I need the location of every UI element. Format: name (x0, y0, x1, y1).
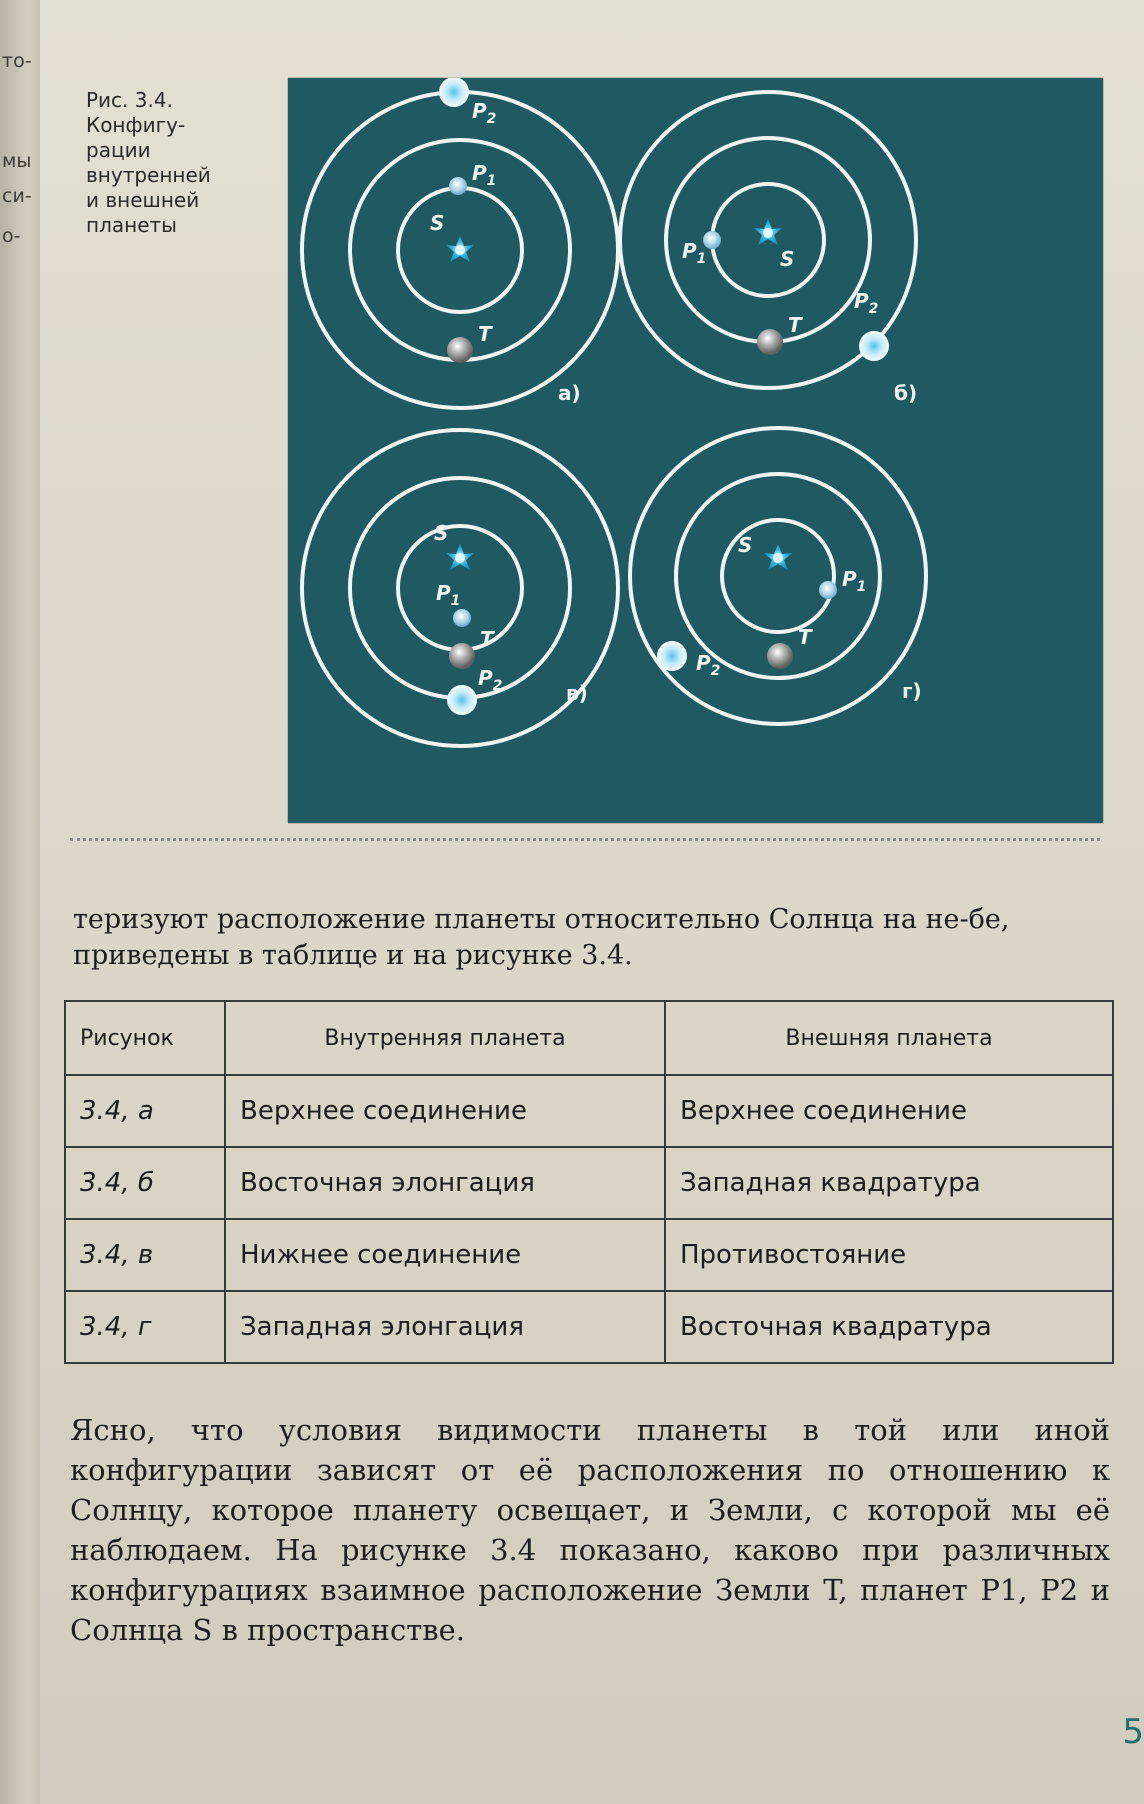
margin-fragment: мы (2, 150, 32, 172)
figure-cell: 3.4, в (65, 1219, 225, 1291)
inner-planet-icon (819, 581, 837, 599)
outer-planet-label: $P_2$ (854, 289, 879, 317)
outer-cell: Восточная квадратура (665, 1291, 1113, 1363)
panel-a (302, 78, 618, 408)
sun-icon (446, 236, 474, 262)
panel-b (620, 92, 917, 405)
column-header-outer: Внешняя планета (665, 1001, 1113, 1075)
earth-label: T (798, 625, 812, 649)
outer-cell: Противостояние (665, 1219, 1113, 1291)
sun-label: S (738, 533, 753, 557)
inner-cell: Западная элонгация (225, 1291, 665, 1363)
inner-orbit (712, 184, 824, 296)
table-header-row (65, 1001, 1113, 1075)
sun-label: S (434, 521, 449, 545)
outer-planet-icon (439, 78, 469, 107)
sun-label: S (780, 247, 795, 271)
inner-planet-icon (449, 177, 467, 195)
previous-page-edge (0, 0, 40, 1804)
table-row (65, 1219, 1113, 1291)
panel-a-label: а) (558, 381, 581, 405)
earth-label: T (788, 313, 802, 337)
panel-c-label: в) (566, 681, 588, 705)
figure-cell: 3.4, г (65, 1291, 225, 1363)
panel-c (302, 430, 618, 746)
table-row (65, 1075, 1113, 1147)
sun-icon (754, 219, 782, 245)
inner-cell: Восточная элонгация (225, 1147, 665, 1219)
inner-planet-label: $P_1$ (472, 161, 497, 189)
column-header-inner: Внутренняя планета (225, 1001, 665, 1075)
column-header-figure: Рисунок (65, 1001, 225, 1075)
earth-label: T (480, 627, 494, 651)
earth-icon (449, 643, 475, 669)
inner-cell: Верхнее соединение (225, 1075, 665, 1147)
margin-fragment: то- (2, 50, 32, 72)
inner-cell: Нижнее соединение (225, 1219, 665, 1291)
outer-planet-label: $P_2$ (696, 651, 721, 679)
body-paragraph: Ясно, что условия видимости планеты в той или иной конфигурации зависят от её расположения по отношению к Солнцу, которое планету освещает, и Земли, с которой мы её наблюдаем. На рисунке 3.4 показано, каково при различных конфигурациях взаимное расположение Земли T, планет P1, P2 и Солнца S в пространстве. (70, 1413, 1110, 1647)
orbits-diagram (288, 78, 1103, 823)
sun-icon (764, 544, 792, 570)
outer-planet-label: $P_2$ (472, 99, 497, 127)
dotted-separator (70, 838, 1100, 841)
inner-planet-label: $P_1$ (842, 567, 867, 595)
earth-icon (767, 643, 793, 669)
outer-cell: Западная квадратура (665, 1147, 1113, 1219)
earth-icon (447, 337, 473, 363)
margin-fragment: о- (2, 225, 21, 247)
figure-caption: Рис. 3.4. Конфигу- рации внутренней и внешней планеты (86, 88, 211, 237)
outer-planet-icon (447, 685, 477, 715)
inner-planet-icon (703, 231, 721, 249)
outer-planet-icon (859, 331, 889, 361)
configuration-figure (288, 78, 1103, 823)
configurations-table (64, 1000, 1114, 1364)
book-page (40, 0, 1144, 1804)
outer-planet-label: $P_2$ (478, 666, 503, 694)
table-row (65, 1147, 1113, 1219)
outer-planet-icon (657, 641, 687, 671)
margin-fragment: си- (2, 185, 32, 207)
outer-cell: Верхнее соединение (665, 1075, 1113, 1147)
inner-planet-label: $P_1$ (682, 239, 707, 267)
page-number: 5 (1122, 1712, 1144, 1752)
inner-planet-label: $P_1$ (436, 581, 461, 609)
figure-cell: 3.4, а (65, 1075, 225, 1147)
sun-label: S (430, 211, 445, 235)
inner-planet-icon (453, 609, 471, 627)
sun-icon (446, 544, 474, 570)
panel-d (630, 428, 926, 724)
panel-d-label: г) (902, 679, 922, 703)
lead-paragraph: теризуют расположение планеты относительно Солнца на не-бе, приведены в таблице и на рисунке 3.4. (73, 904, 1010, 971)
earth-icon (757, 329, 783, 355)
earth-label: T (478, 322, 492, 346)
figure-cell: 3.4, б (65, 1147, 225, 1219)
table-row (65, 1291, 1113, 1363)
panel-b-label: б) (894, 381, 918, 405)
